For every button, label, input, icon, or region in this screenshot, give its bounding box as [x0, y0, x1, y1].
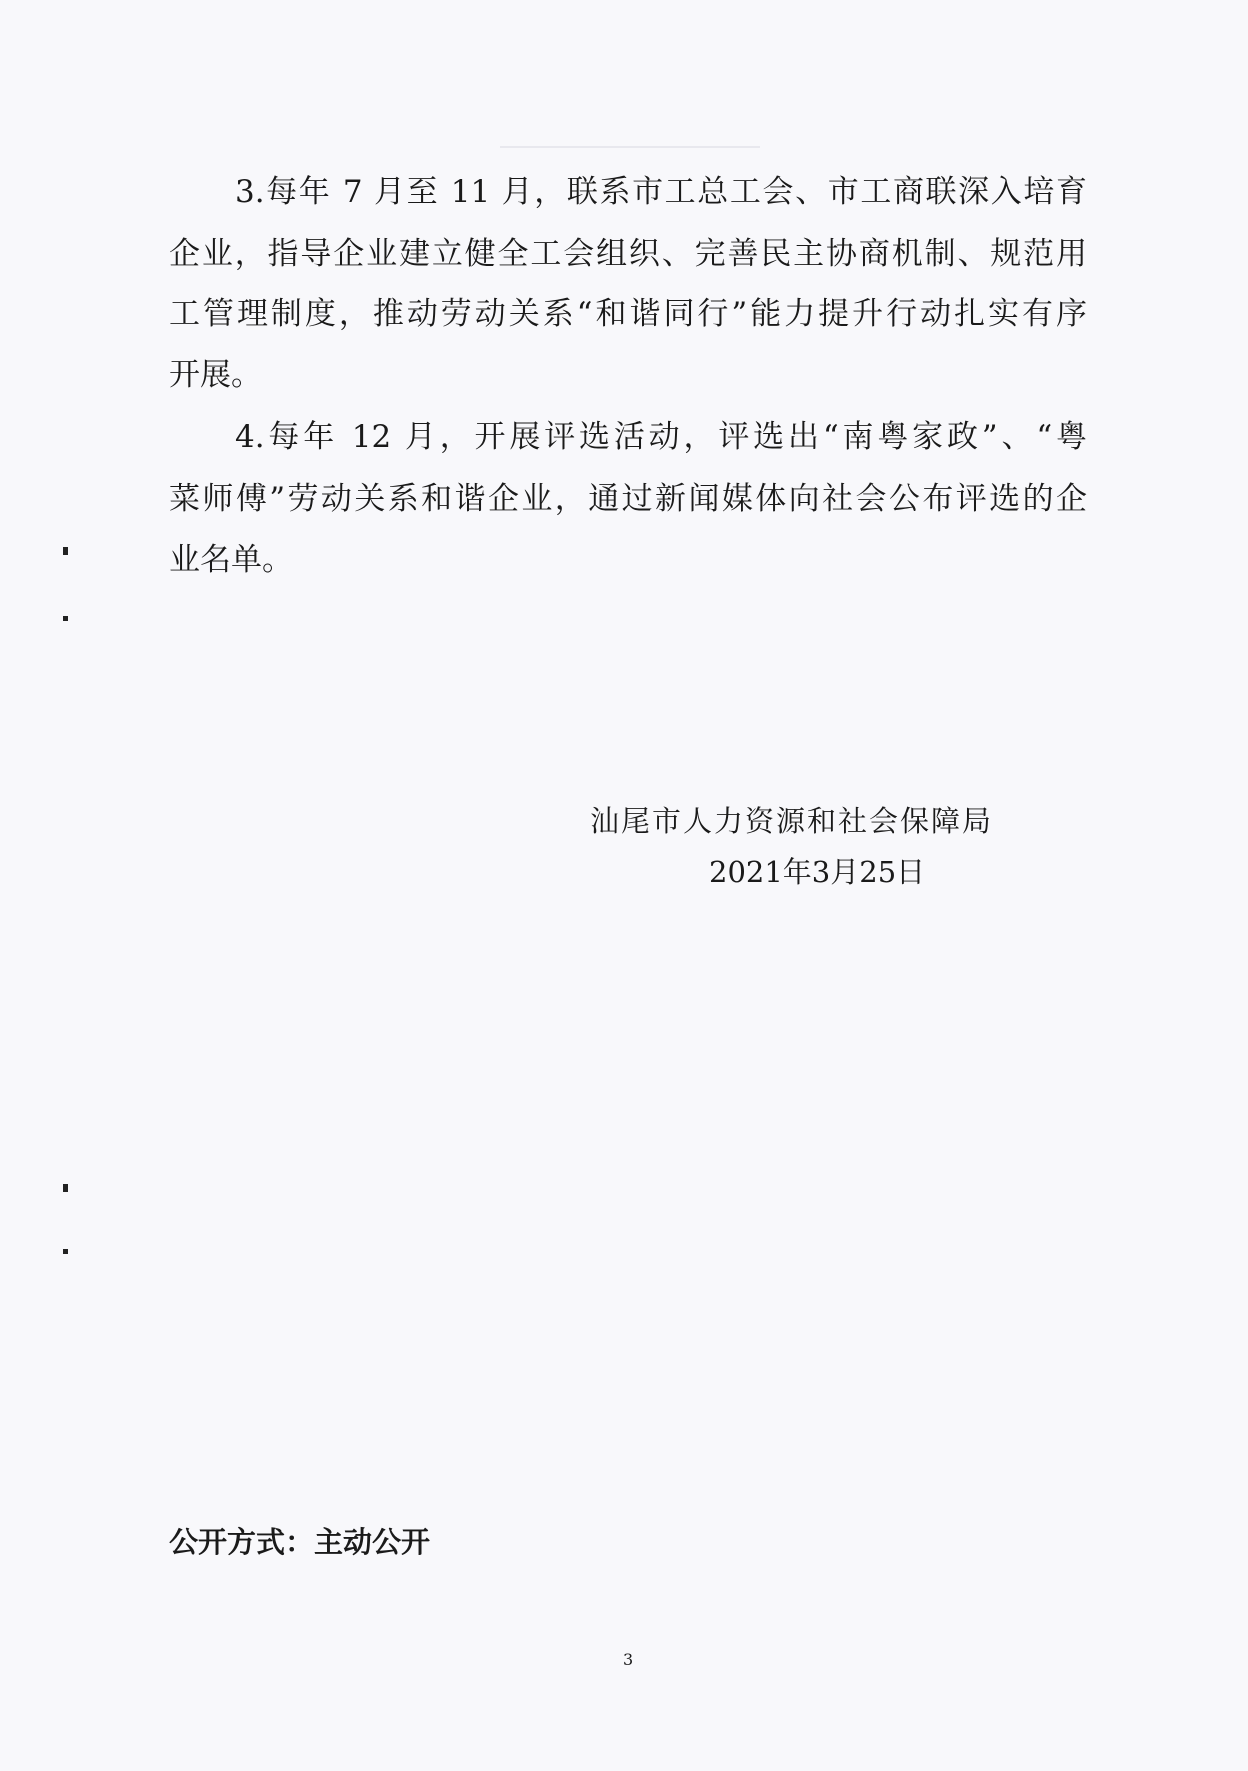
binding-hole-mark	[63, 1184, 68, 1192]
binding-hole-mark	[63, 616, 68, 621]
binding-hole-mark	[63, 547, 68, 555]
paragraph-4-line-3: 业名单。	[169, 542, 293, 578]
paragraph-3-line-3: 工管理制度，推动劳动关系“和谐同行”能力提升行动扎实有序	[169, 296, 1087, 332]
paragraph-3-line-2: 企业，指导企业建立健全工会组织、完善民主协商机制、规范用	[169, 236, 1087, 272]
page-number: 3	[623, 1650, 634, 1669]
scan-artifact	[500, 146, 760, 148]
paragraph-4-line-2: 菜师傅”劳动关系和谐企业，通过新闻媒体向社会公布评选的企	[169, 481, 1087, 517]
signature-date: 2021年3月25日	[709, 855, 926, 889]
paragraph-4-line-1: 4.每年 12 月，开展评选活动，评选出“南粤家政”、“粤	[235, 419, 1087, 455]
paragraph-3-line-4: 开展。	[169, 357, 262, 393]
paragraph-3-line-1: 3.每年 7 月至 11 月，联系市工总工会、市工商联深入培育	[235, 174, 1087, 210]
binding-hole-mark	[63, 1249, 68, 1254]
disclosure-method: 公开方式：主动公开	[169, 1525, 431, 1559]
signature-organization: 汕尾市人力资源和社会保障局	[590, 804, 994, 838]
